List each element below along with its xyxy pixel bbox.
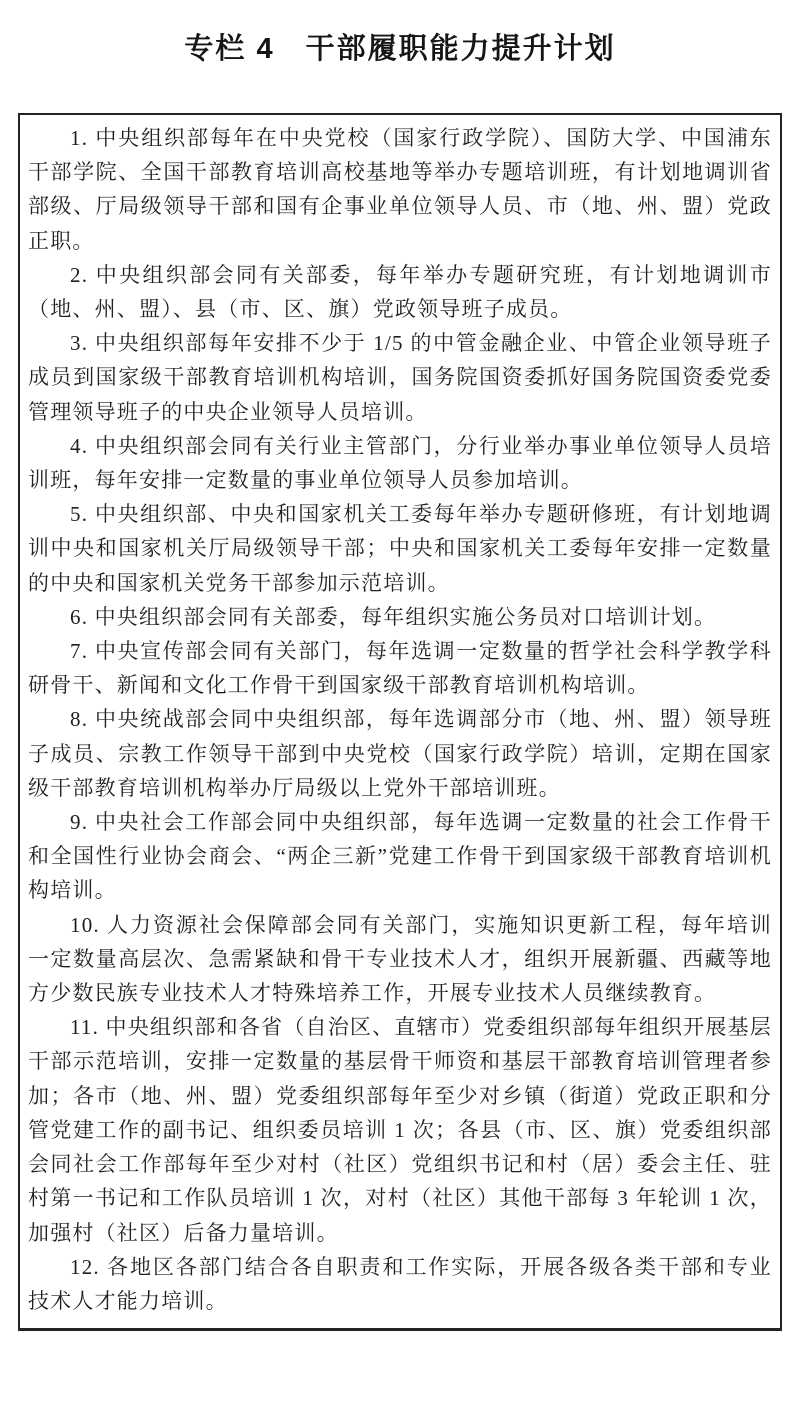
box-title: 专栏 4 干部履职能力提升计划 — [184, 33, 616, 65]
plan-item-2: 2. 中央组织部会同有关部委，每年举办专题研究班，有计划地调训市（地、州、盟）、县（市、区、旗）党政领导班子成员。 — [28, 262, 772, 322]
plan-item-5: 5. 中央组织部、中央和国家机关工委每年举办专题研修班，有计划地调训中央和国家机关厅局级领导干部；中央和国家机关工委每年安排一定数量的中央和国家机关党务干部参加示范培训。 — [28, 502, 772, 595]
plan-item-1: 1. 中央组织部每年在中央党校（国家行政学院）、国防大学、中国浦东干部学院、全国干部教育培训高校基地等举办专题培训班，有计划地调训省部级、厅局级领导干部和国有企事业单位领导人员、市（地、州、盟）党政正职。 — [28, 126, 772, 253]
plan-item-7: 7. 中央宣传部会同有关部门，每年选调一定数量的哲学社会科学教学科研骨干、新闻和文化工作骨干到国家级干部教育培训机构培训。 — [28, 639, 772, 698]
content-box — [18, 113, 782, 1331]
plan-item-9: 9. 中央社会工作部会同中央组织部，每年选调一定数量的社会工作骨干和全国性行业协会商会、“两企三新”党建工作骨干到国家级干部教育培训机构培训。 — [28, 810, 772, 903]
plan-item-4: 4. 中央组织部会同有关行业主管部门，分行业举办事业单位领导人员培训班，每年安排一定数量的事业单位领导人员参加培训。 — [28, 433, 772, 493]
plan-item-10: 10. 人力资源社会保障部会同有关部门，实施知识更新工程，每年培训一定数量高层次、急需紧缺和骨干专业技术人才，组织开展新疆、西藏等地方少数民族专业技术人才特殊培养工作，开展专业技术人员继续教育。 — [28, 912, 772, 1006]
plan-item-6: 6. 中央组织部会同有关部委，每年组织实施公务员对口培训计划。 — [70, 604, 717, 629]
plan-item-11: 11. 中央组织部和各省（自治区、直辖市）党委组织部每年组织开展基层干部示范培训，安排一定数量的基层骨干师资和基层干部教育培训管理者参加；各市（地、州、盟）党委组织部每年至少对乡镇（街道）党政正职和分管党建工作的副书记、组织委员培训 1 次；各县（市、区、旗）党委组织部会同社会工作部每年至少对村（社区）党组织书记和村（居）委会主任、驻村第一书记和工作队员培训 1 次，对村（社区）其他干部每 3 年轮训 1 次，加强村（社区）后备力量培训。 — [28, 1015, 772, 1245]
plan-item-8: 8. 中央统战部会同中央组织部，每年选调部分市（地、州、盟）领导班子成员、宗教工作领导干部到中央党校（国家行政学院）培训，定期在国家级干部教育培训机构举办厅局级以上党外干部培训班。 — [28, 707, 772, 800]
plan-item-12: 12. 各地区各部门结合各自职责和工作实际，开展各级各类干部和专业技术人才能力培训。 — [28, 1254, 772, 1313]
plan-item-3: 3. 中央组织部每年安排不少于 1/5 的中管金融企业、中管企业领导班子成员到国家级干部教育培训机构培训，国务院国资委抓好国务院国资委党委管理领导班子的中央企业领导人员培训。 — [28, 331, 772, 424]
